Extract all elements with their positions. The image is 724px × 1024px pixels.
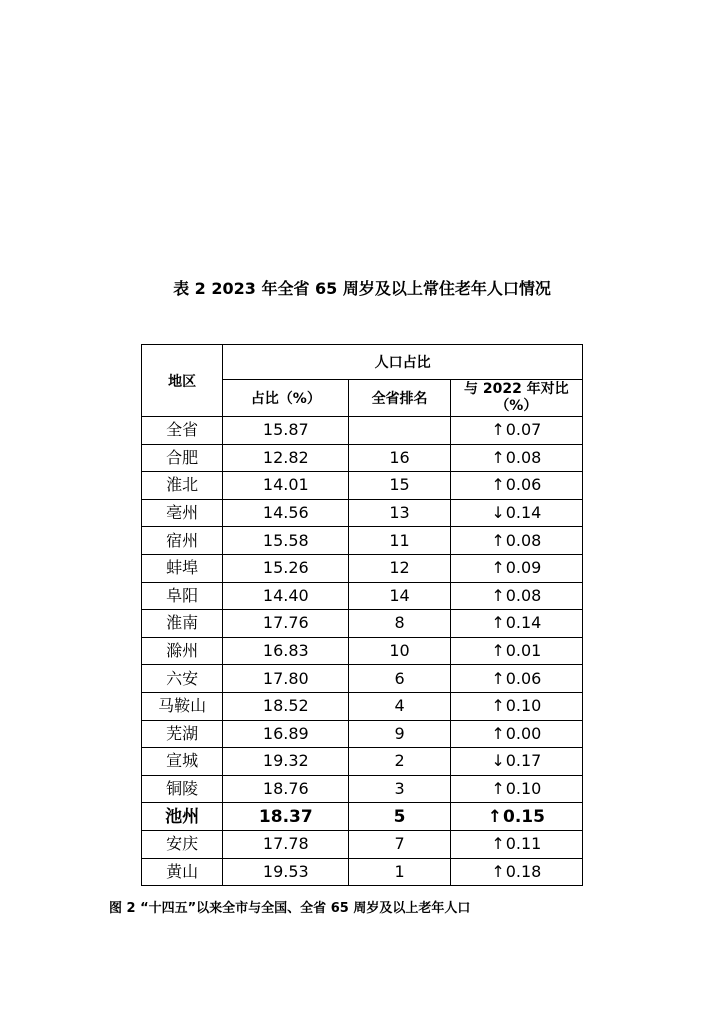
cell-rank: 15 — [349, 472, 450, 500]
cell-yoy — [450, 748, 582, 776]
cell-ratio: 18.76 — [223, 775, 349, 803]
yoy-value: 0.01 — [505, 641, 542, 661]
cell-region: 黄山 — [142, 858, 223, 886]
table-row — [142, 830, 583, 858]
cell-ratio: 16.89 — [223, 720, 349, 748]
arrow-up-icon: ↑ — [491, 420, 505, 440]
yoy-value: 0.09 — [505, 558, 542, 578]
cell-yoy — [450, 665, 582, 693]
cell-region: 亳州 — [142, 499, 223, 527]
yoy-value: 0.08 — [505, 585, 542, 605]
cell-rank: 4 — [349, 692, 450, 720]
cell-region: 宿州 — [142, 527, 223, 555]
arrow-up-icon: ↑ — [491, 861, 505, 881]
cell-rank: 8 — [349, 610, 450, 638]
cell-region: 马鞍山 — [142, 692, 223, 720]
arrow-up-icon: ↑ — [491, 558, 505, 578]
cell-rank: 3 — [349, 775, 450, 803]
cell-yoy — [450, 692, 582, 720]
table-row — [142, 858, 583, 886]
table-row — [142, 637, 583, 665]
cell-yoy — [450, 472, 582, 500]
header-ratio: 占比（%） — [223, 380, 349, 417]
arrow-up-icon: ↑ — [491, 723, 505, 743]
arrow-up-icon: ↑ — [487, 806, 502, 827]
cell-rank: 5 — [349, 803, 450, 831]
table-row — [142, 720, 583, 748]
cell-yoy — [450, 803, 582, 831]
yoy-value: 0.06 — [505, 475, 542, 495]
arrow-up-icon: ↑ — [491, 668, 505, 688]
table-row — [142, 499, 583, 527]
cell-ratio: 16.83 — [223, 637, 349, 665]
cell-yoy — [450, 417, 582, 445]
yoy-value: 0.07 — [505, 420, 542, 440]
header-yoy — [450, 380, 582, 417]
cell-yoy — [450, 858, 582, 886]
cell-region: 池州 — [142, 803, 223, 831]
cell-ratio: 15.58 — [223, 527, 349, 555]
arrow-up-icon: ↑ — [491, 585, 505, 605]
cell-ratio: 15.26 — [223, 554, 349, 582]
cell-yoy — [450, 554, 582, 582]
table-row — [142, 610, 583, 638]
cell-ratio: 14.40 — [223, 582, 349, 610]
table-row — [142, 472, 583, 500]
yoy-value: 0.18 — [505, 861, 542, 881]
table-row — [142, 775, 583, 803]
arrow-up-icon: ↑ — [491, 779, 505, 799]
cell-rank: 13 — [349, 499, 450, 527]
yoy-value: 0.06 — [505, 668, 542, 688]
yoy-value: 0.15 — [502, 806, 545, 827]
cell-region: 宣城 — [142, 748, 223, 776]
header-rank: 全省排名 — [349, 380, 450, 417]
table-row — [142, 803, 583, 831]
arrow-up-icon: ↑ — [491, 613, 505, 633]
cell-region: 蚌埠 — [142, 554, 223, 582]
arrow-up-icon: ↑ — [491, 530, 505, 550]
yoy-value: 0.14 — [505, 503, 542, 523]
cell-yoy — [450, 830, 582, 858]
cell-region: 淮北 — [142, 472, 223, 500]
cell-ratio: 19.53 — [223, 858, 349, 886]
arrow-up-icon: ↑ — [491, 696, 505, 716]
cell-rank: 6 — [349, 665, 450, 693]
figure-caption: 图 2 “十四五”以来全市与全国、全省 65 周岁及以上老年人口 — [109, 901, 471, 916]
arrow-up-icon: ↑ — [491, 447, 505, 467]
cell-region: 芜湖 — [142, 720, 223, 748]
cell-yoy — [450, 444, 582, 472]
table-row — [142, 748, 583, 776]
cell-region: 六安 — [142, 665, 223, 693]
yoy-value: 0.00 — [505, 723, 542, 743]
cell-ratio: 12.82 — [223, 444, 349, 472]
cell-ratio: 17.80 — [223, 665, 349, 693]
cell-region: 全省 — [142, 417, 223, 445]
cell-region: 合肥 — [142, 444, 223, 472]
population-table — [141, 344, 583, 886]
yoy-value: 0.08 — [505, 447, 542, 467]
cell-region: 安庆 — [142, 830, 223, 858]
cell-ratio: 19.32 — [223, 748, 349, 776]
cell-rank: 9 — [349, 720, 450, 748]
table-title: 表 2 2023 年全省 65 周岁及以上常住老年人口情况 — [173, 279, 551, 298]
cell-ratio: 14.56 — [223, 499, 349, 527]
cell-yoy — [450, 499, 582, 527]
cell-rank: 14 — [349, 582, 450, 610]
cell-rank: 11 — [349, 527, 450, 555]
cell-yoy — [450, 720, 582, 748]
cell-rank: 16 — [349, 444, 450, 472]
cell-ratio: 17.78 — [223, 830, 349, 858]
cell-yoy — [450, 775, 582, 803]
cell-ratio: 15.87 — [223, 417, 349, 445]
cell-ratio: 18.52 — [223, 692, 349, 720]
table-row — [142, 692, 583, 720]
yoy-value: 0.14 — [505, 613, 542, 633]
arrow-down-icon: ↓ — [491, 751, 505, 771]
header-yoy-label: 与 2022 年对比（%） — [463, 381, 569, 414]
arrow-down-icon: ↓ — [491, 503, 505, 523]
cell-ratio: 14.01 — [223, 472, 349, 500]
table-body — [142, 417, 583, 886]
cell-rank: 10 — [349, 637, 450, 665]
cell-rank — [349, 417, 450, 445]
table-row — [142, 527, 583, 555]
table-row — [142, 554, 583, 582]
cell-rank: 2 — [349, 748, 450, 776]
cell-rank: 1 — [349, 858, 450, 886]
arrow-up-icon: ↑ — [491, 834, 505, 854]
cell-region: 阜阳 — [142, 582, 223, 610]
yoy-value: 0.10 — [505, 779, 542, 799]
cell-region: 滁州 — [142, 637, 223, 665]
table-row — [142, 582, 583, 610]
header-region: 地区 — [142, 345, 223, 417]
cell-region: 淮南 — [142, 610, 223, 638]
cell-yoy — [450, 527, 582, 555]
header-population-ratio-group: 人口占比 — [223, 345, 583, 380]
cell-ratio: 18.37 — [223, 803, 349, 831]
cell-rank: 7 — [349, 830, 450, 858]
cell-yoy — [450, 637, 582, 665]
table-row — [142, 417, 583, 445]
arrow-up-icon: ↑ — [491, 641, 505, 661]
yoy-value: 0.08 — [505, 530, 542, 550]
cell-yoy — [450, 610, 582, 638]
cell-yoy — [450, 582, 582, 610]
table-row — [142, 444, 583, 472]
table-row — [142, 665, 583, 693]
arrow-up-icon: ↑ — [491, 475, 505, 495]
cell-ratio: 17.76 — [223, 610, 349, 638]
cell-rank: 12 — [349, 554, 450, 582]
yoy-value: 0.11 — [505, 834, 542, 854]
cell-region: 铜陵 — [142, 775, 223, 803]
yoy-value: 0.17 — [505, 751, 542, 771]
yoy-value: 0.10 — [505, 696, 542, 716]
